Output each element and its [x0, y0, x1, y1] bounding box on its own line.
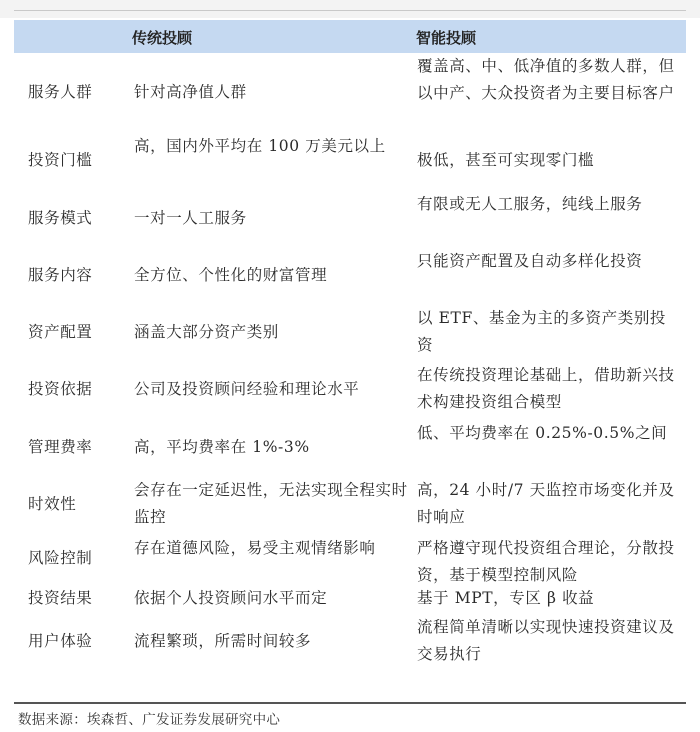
row-label-cell: 风险控制: [28, 549, 93, 567]
table-row: [14, 477, 686, 535]
traditional-cell: 一对一人工服务: [134, 209, 247, 227]
row-label-cell: 管理费率: [28, 438, 93, 456]
row-label-cell: 服务人群: [28, 83, 93, 101]
traditional-cell: 存在道德风险，易受主观情绪影响: [134, 539, 376, 557]
traditional-cell: 公司及投资顾问经验和理论水平: [134, 380, 360, 398]
table-row: [14, 53, 686, 133]
smart-cell: 只能资产配置及自动多样化投资: [417, 252, 643, 270]
top-rule: [14, 10, 686, 11]
header-cell-smart: 智能投顾: [416, 29, 477, 47]
comparison-table: [14, 20, 686, 671]
table-row: [14, 535, 686, 583]
table-row: [14, 420, 686, 477]
smart-cell: 有限或无人工服务，纯线上服务: [417, 195, 643, 213]
traditional-cell: 涵盖大部分资产类别: [134, 323, 279, 341]
table-row: [14, 583, 686, 614]
traditional-cell: 高，平均费率在 1%-3%: [134, 438, 310, 456]
smart-cell: 在传统投资理论基础上，借助新兴技术构建投资组合模型: [417, 366, 675, 411]
smart-cell: 低、平均费率在 0.25%-0.5%之间: [417, 424, 668, 442]
table-bottom-rule: [14, 702, 686, 704]
smart-cell: 基于 MPT，专区 β 收益: [417, 589, 595, 607]
smart-cell: 覆盖高、中、低净值的多数人群，但以中产、大众投资者为主要目标客户: [417, 57, 675, 102]
table-row: [14, 191, 686, 248]
source-note: 数据来源：埃森哲、广发证券发展研究中心: [18, 712, 281, 728]
smart-cell: 流程简单清晰以实现快速投资建议及交易执行: [417, 618, 675, 663]
traditional-cell: 依据个人投资顾问水平而定: [134, 589, 328, 607]
table-row: [14, 133, 686, 191]
traditional-cell: 流程繁琐，所需时间较多: [134, 632, 312, 650]
smart-cell: 高，24 小时/7 天监控市场变化并及时响应: [417, 481, 675, 526]
table-row: [14, 614, 686, 671]
smart-cell: 以 ETF、基金为主的多资产类别投资: [417, 309, 667, 354]
table-body: [14, 53, 686, 671]
traditional-cell: 会存在一定延迟性，无法实现全程实时监控: [134, 481, 408, 526]
table-row: [14, 305, 686, 362]
header-cell-traditional: 传统投顾: [132, 29, 193, 47]
table-header: [14, 20, 686, 53]
table-row: [14, 248, 686, 305]
top-strip: [0, 0, 700, 18]
traditional-cell: 针对高净值人群: [134, 83, 247, 101]
table-row: [14, 362, 686, 420]
traditional-cell: 高，国内外平均在 100 万美元以上: [134, 137, 386, 155]
row-label-cell: 服务模式: [28, 209, 93, 227]
traditional-cell: 全方位、个性化的财富管理: [134, 266, 328, 284]
row-label-cell: 时效性: [28, 495, 77, 513]
row-label-cell: 服务内容: [28, 266, 93, 284]
row-label-cell: 资产配置: [28, 323, 93, 341]
smart-cell: 极低，甚至可实现零门槛: [417, 151, 595, 169]
row-label-cell: 投资结果: [28, 589, 93, 607]
row-label-cell: 用户体验: [28, 632, 93, 650]
row-label-cell: 投资门槛: [28, 151, 93, 169]
row-label-cell: 投资依据: [28, 380, 93, 398]
smart-cell: 严格遵守现代投资组合理论，分散投资，基于模型控制风险: [417, 539, 675, 584]
